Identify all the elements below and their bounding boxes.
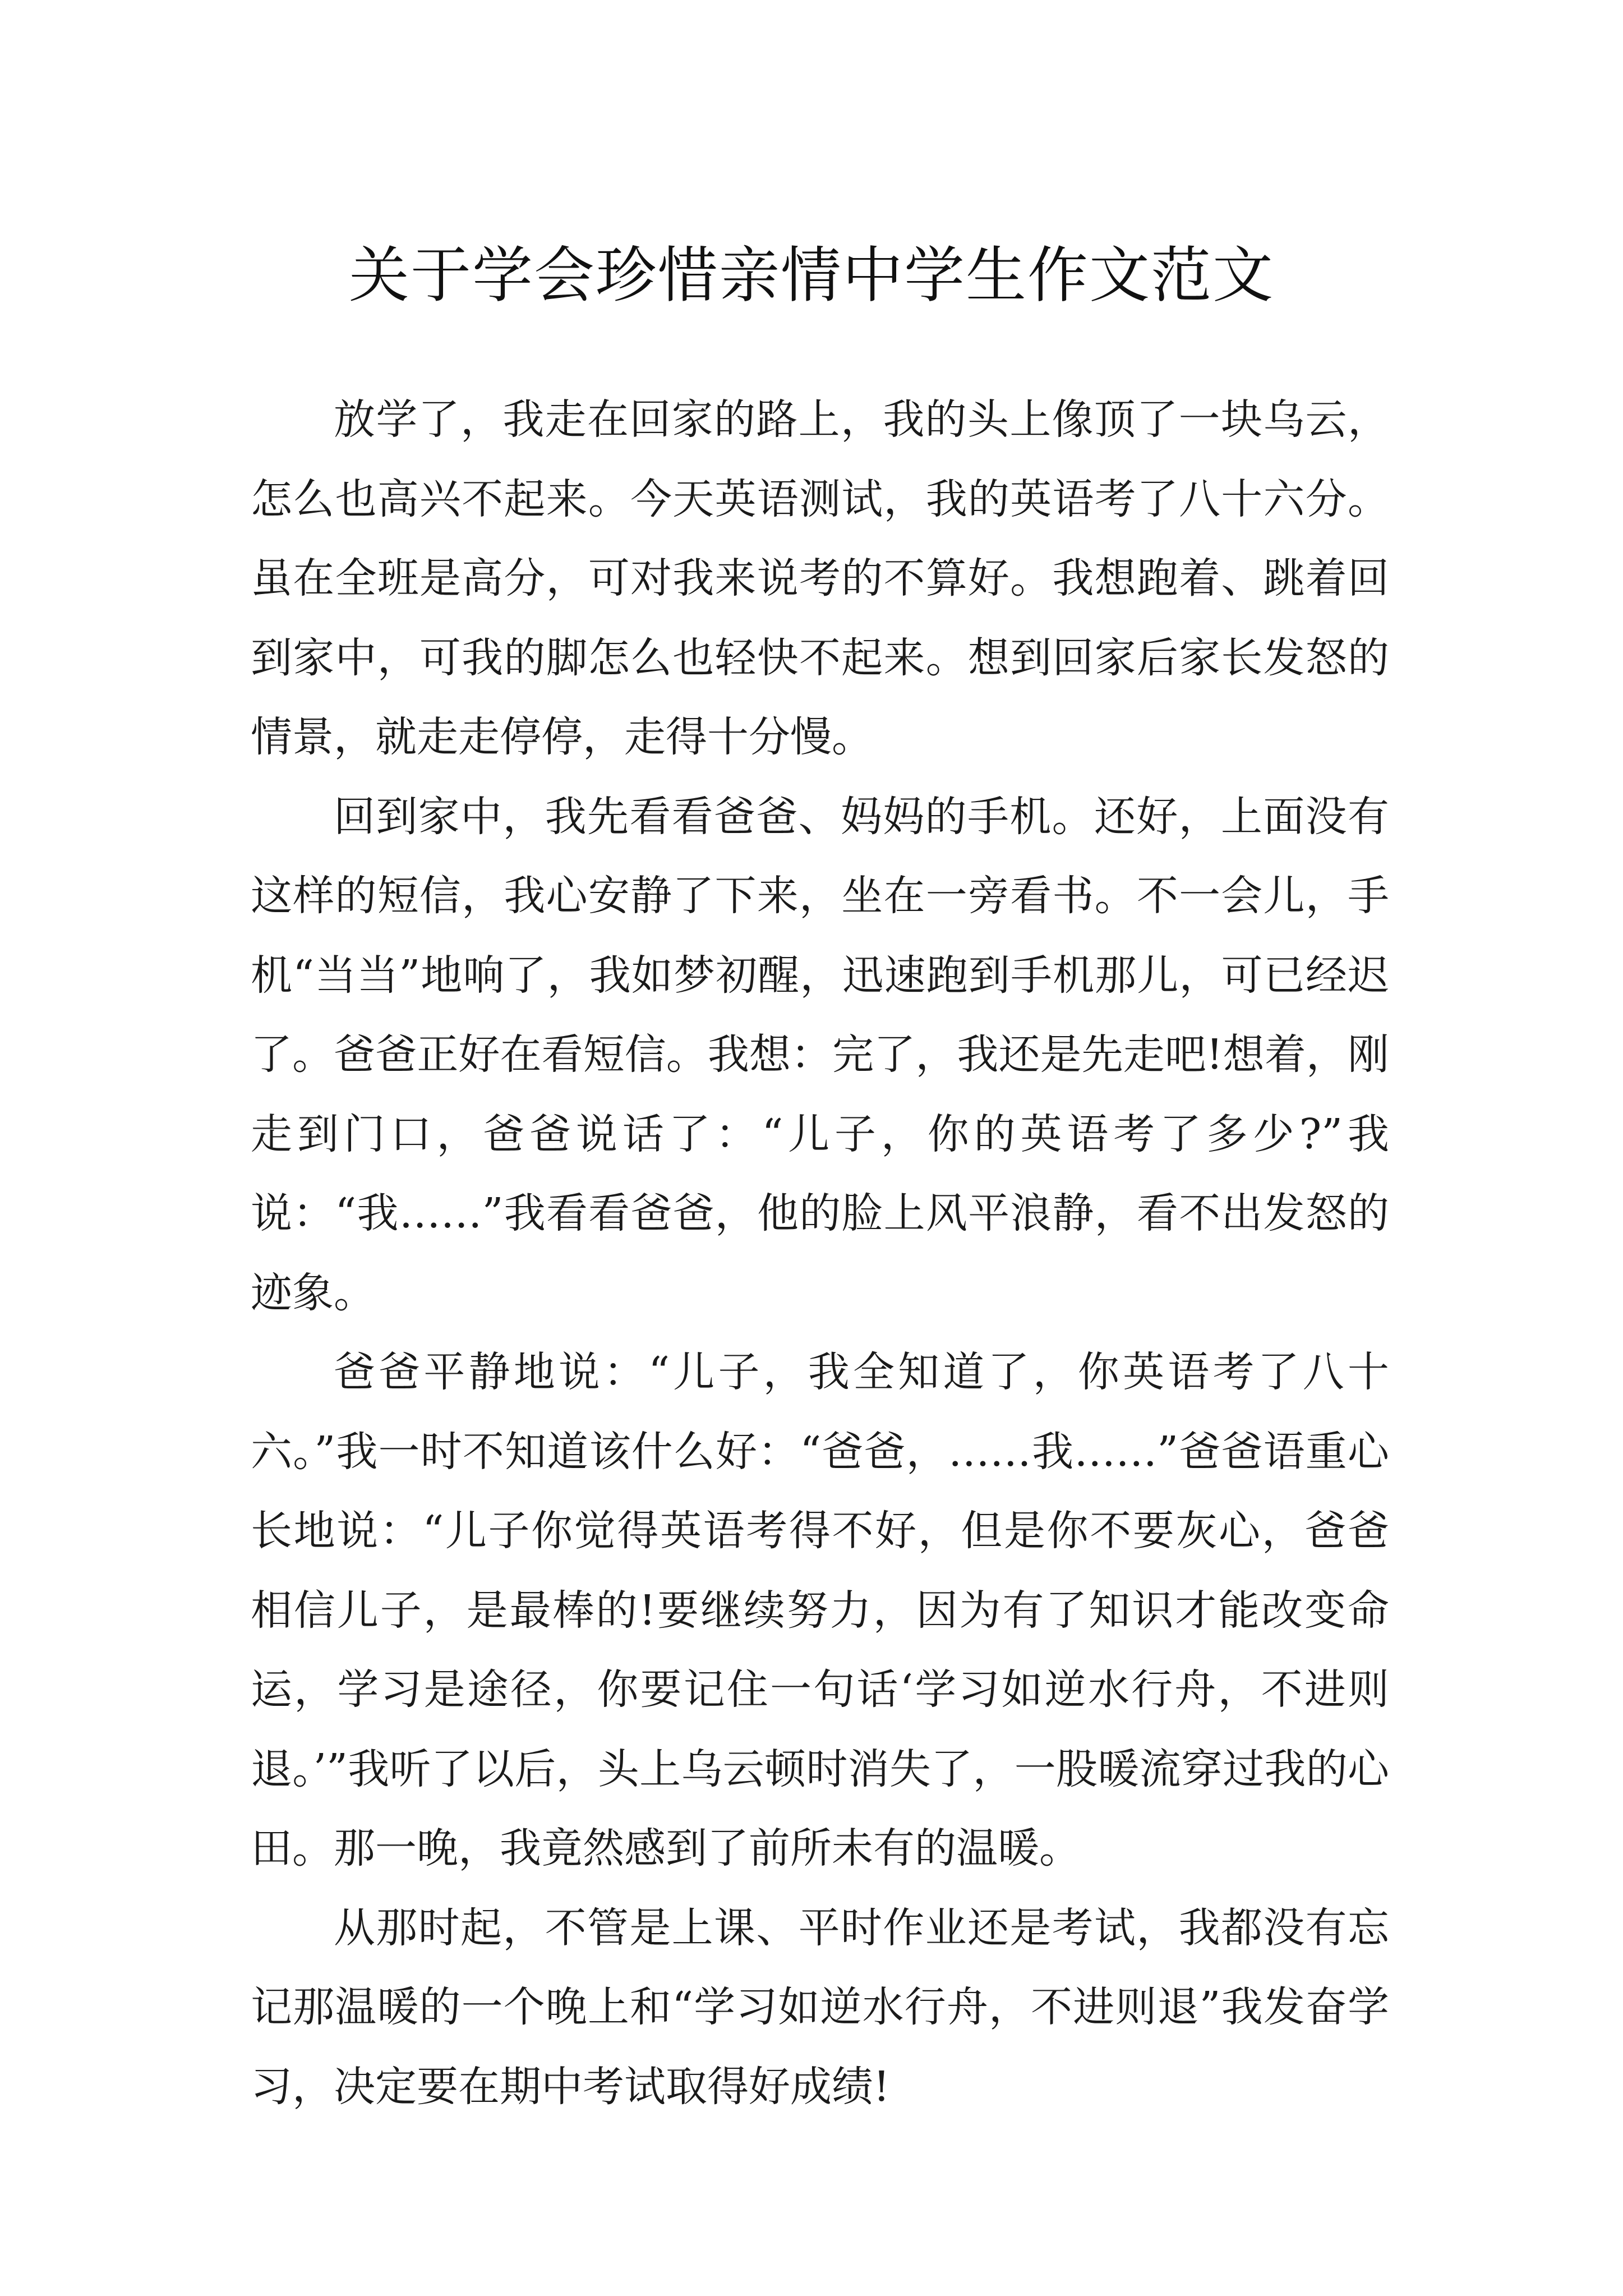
paragraph: 放学了，我走在回家的路上，我的头上像顶了一块乌云，怎么也高兴不起来。今天英语测试，我的英语考了八十六分。虽在全班是高分，可对我来说考的不算好。我想跑着、跳着回到家中，可我的脚怎么也轻快不起来。想到回家后家长发怒的情景，就走走停停，走得十分慢。	[251, 395, 1389, 761]
paragraph: 从那时起，不管是上课、平时作业还是考试，我都没有忘记那温暖的一个晚上和“学习如逆水行舟，不进则退”我发奋学习，决定要在期中考试取得好成绩!	[251, 1903, 1389, 2111]
paragraph: 回到家中，我先看看爸爸、妈妈的手机。还好，上面没有这样的短信，我心安静了下来，坐在一旁看书。不一会儿，手机“当当”地响了，我如梦初醒，迅速跑到手机那儿，可已经迟了。爸爸正好在看短信。我想：完了，我还是先走吧!想着，刚走到门口，爸爸说话了：“儿子，你的英语考了多少?”我说：“我……”我看看爸爸，他的脸上风平浪静，看不出发怒的迹象。	[251, 792, 1389, 1317]
paragraph: 爸爸平静地说：“儿子，我全知道了，你英语考了八十六。”我一时不知道该什么好：“爸爸，……我……”爸爸语重心长地说：“儿子你觉得英语考得不好，但是你不要灰心，爸爸相信儿子，是最棒的!要继续努力，因为有了知识才能改变命运，学习是途径，你要记住一句话‘学习如逆水行舟，不进则退。’”我听了以后，头上乌云顿时消失了，一股暖流穿过我的心田。那一晚，我竟然感到了前所未有的温暖。	[251, 1348, 1389, 1872]
document-body	[251, 380, 1389, 2127]
document-title: 关于学会珍惜亲情中学生作文范文	[348, 241, 1274, 311]
